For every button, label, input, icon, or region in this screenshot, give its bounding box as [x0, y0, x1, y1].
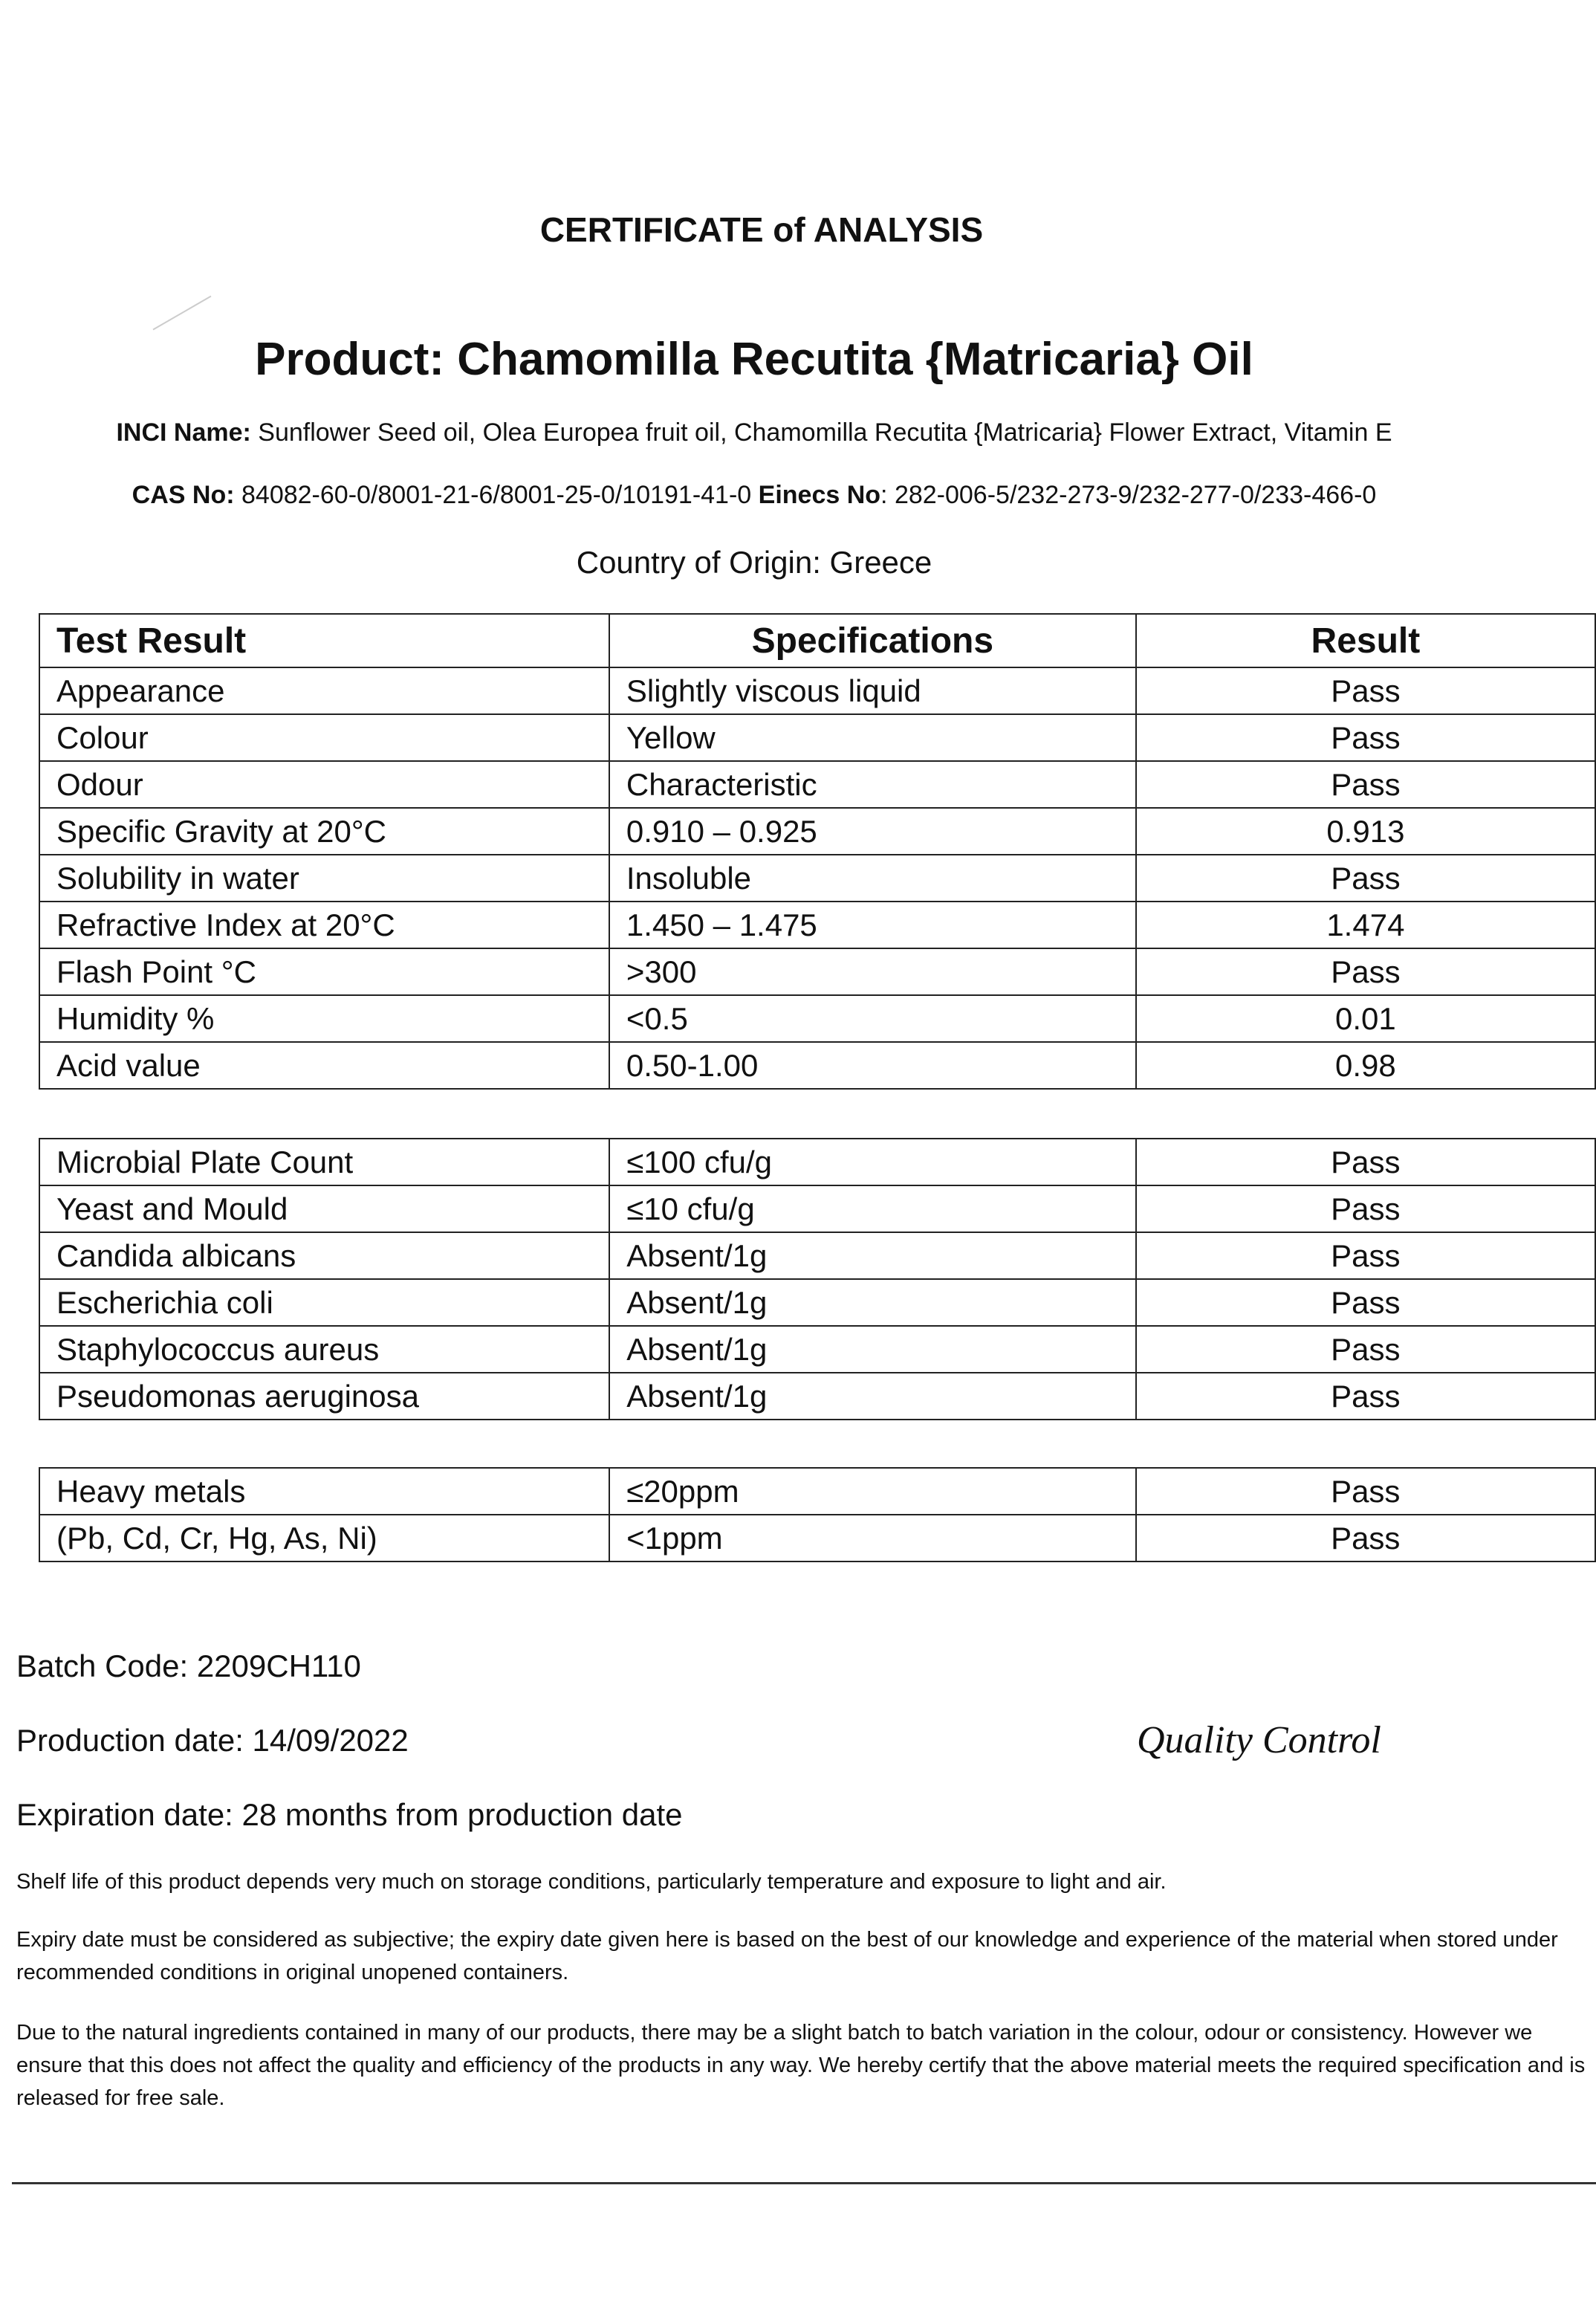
- test-cell: Refractive Index at 20°C: [39, 902, 609, 948]
- result-cell: 1.474: [1136, 902, 1595, 948]
- expiry-note: Expiry date must be considered as subjective; the expiry date given here is based on the best of our knowledge and experience of the material when stored under recommended conditions in original unopened containers.: [16, 1928, 1558, 1984]
- table-row: [39, 1515, 1595, 1561]
- table-row: [39, 855, 1595, 902]
- spec-cell: Characteristic: [609, 761, 1136, 808]
- spec-cell: ≤20ppm: [609, 1468, 1135, 1515]
- result-cell: Pass: [1136, 1326, 1595, 1373]
- test-cell: Appearance: [39, 667, 609, 714]
- test-cell: Yeast and Mould: [39, 1185, 609, 1232]
- result-cell: Pass: [1136, 714, 1595, 761]
- test-cell: Heavy metals: [39, 1468, 609, 1515]
- expiration-date: Expiration date: 28 months from production date: [16, 1797, 683, 1832]
- table-row: [39, 1042, 1595, 1089]
- header-specifications: Specifications: [609, 614, 1136, 667]
- inci-label: INCI Name:: [116, 418, 251, 447]
- certification-note: Due to the natural ingredients contained in many of our products, there may be a slight batch to batch variation in the colour, odour or consistency. However we ensure that this does not affect the quality and efficiency of the products in any way. We hereby certify that the above material meets the required specification and is released for free sale.: [16, 2021, 1586, 2110]
- test-cell: Colour: [39, 714, 609, 761]
- header-result: Result: [1136, 614, 1595, 667]
- test-cell: Pseudomonas aeruginosa: [39, 1373, 609, 1420]
- inci-value: Sunflower Seed oil, Olea Europea fruit oil, Chamomilla Recutita {Matricaria} Flower Extract, Vitamin E: [250, 418, 1392, 447]
- result-cell: Pass: [1136, 1515, 1595, 1561]
- country-of-origin: Country of Origin: Greece: [576, 545, 932, 580]
- bottom-divider: [12, 2182, 1596, 2184]
- result-cell: Pass: [1136, 761, 1595, 808]
- einecs-value: : 282-006-5/232-273-9/232-277-0/233-466-0: [880, 481, 1377, 509]
- result-cell: Pass: [1136, 1139, 1595, 1185]
- test-cell: (Pb, Cd, Cr, Hg, As, Ni): [39, 1515, 609, 1561]
- spec-cell: ≤100 cfu/g: [609, 1139, 1135, 1185]
- cas-label: CAS No:: [132, 481, 235, 509]
- table-row: [39, 995, 1595, 1042]
- cas-line: [0, 481, 1508, 510]
- spec-cell: >300: [609, 948, 1136, 995]
- table-row: [39, 667, 1595, 714]
- header-test-result: Test Result: [39, 614, 609, 667]
- table-row: [39, 948, 1595, 995]
- table-header-row: [39, 614, 1595, 667]
- test-cell: Acid value: [39, 1042, 609, 1089]
- spec-cell: Absent/1g: [609, 1279, 1135, 1326]
- table-row: [39, 714, 1595, 761]
- test-cell: Specific Gravity at 20°C: [39, 808, 609, 855]
- result-cell: 0.98: [1136, 1042, 1595, 1089]
- table-row: [39, 1326, 1595, 1373]
- spec-cell: <1ppm: [609, 1515, 1135, 1561]
- spec-cell: Yellow: [609, 714, 1136, 761]
- table-row: [39, 1373, 1595, 1420]
- spec-cell: Absent/1g: [609, 1373, 1135, 1420]
- table-row: [39, 1279, 1595, 1326]
- certificate-title: CERTIFICATE of ANALYSIS: [539, 210, 984, 249]
- test-cell: Humidity %: [39, 995, 609, 1042]
- test-cell: Staphylococcus aureus: [39, 1326, 609, 1373]
- spec-cell: Insoluble: [609, 855, 1136, 902]
- inci-line: [0, 418, 1508, 447]
- spec-cell: <0.5: [609, 995, 1136, 1042]
- result-cell: Pass: [1136, 1373, 1595, 1420]
- table-row: [39, 1185, 1595, 1232]
- result-cell: Pass: [1136, 948, 1595, 995]
- table-row: [39, 761, 1595, 808]
- test-cell: Flash Point °C: [39, 948, 609, 995]
- result-cell: Pass: [1136, 1468, 1595, 1515]
- shelf-life-note: Shelf life of this product depends very much on storage conditions, particularly temperature and exposure to light and air.: [16, 1870, 1167, 1894]
- table-row: [39, 902, 1595, 948]
- result-cell: Pass: [1136, 1279, 1595, 1326]
- spec-cell: Absent/1g: [609, 1232, 1135, 1279]
- result-cell: Pass: [1136, 667, 1595, 714]
- table-row: [39, 1232, 1595, 1279]
- batch-code: Batch Code: 2209CH110: [16, 1648, 361, 1683]
- result-cell: Pass: [1136, 1185, 1595, 1232]
- table-row: [39, 1139, 1595, 1185]
- spec-cell: 0.910 – 0.925: [609, 808, 1136, 855]
- test-cell: Solubility in water: [39, 855, 609, 902]
- production-date: Production date: 14/09/2022: [16, 1723, 409, 1758]
- quality-control-signature: Quality Control: [1137, 1719, 1381, 1761]
- test-cell: Escherichia coli: [39, 1279, 609, 1326]
- microbial-tests-table: [39, 1138, 1596, 1420]
- einecs-label: Einecs No: [758, 481, 881, 509]
- result-cell: 0.913: [1136, 808, 1595, 855]
- result-cell: Pass: [1136, 855, 1595, 902]
- test-cell: Odour: [39, 761, 609, 808]
- table-row: [39, 808, 1595, 855]
- result-cell: Pass: [1136, 1232, 1595, 1279]
- result-cell: 0.01: [1136, 995, 1595, 1042]
- spec-cell: Absent/1g: [609, 1326, 1135, 1373]
- scan-mark: [153, 296, 212, 331]
- test-cell: Candida albicans: [39, 1232, 609, 1279]
- spec-cell: 1.450 – 1.475: [609, 902, 1136, 948]
- cas-value: 84082-60-0/8001-21-6/8001-25-0/10191-41-0: [234, 481, 759, 509]
- spec-cell: 0.50-1.00: [609, 1042, 1136, 1089]
- test-cell: Microbial Plate Count: [39, 1139, 609, 1185]
- spec-cell: ≤10 cfu/g: [609, 1185, 1135, 1232]
- physical-tests-table: [39, 613, 1596, 1090]
- table-row: [39, 1468, 1595, 1515]
- spec-cell: Slightly viscous liquid: [609, 667, 1136, 714]
- heavy-metals-table: [39, 1467, 1596, 1562]
- product-name: Product: Chamomilla Recutita {Matricaria} Oil: [255, 334, 1253, 385]
